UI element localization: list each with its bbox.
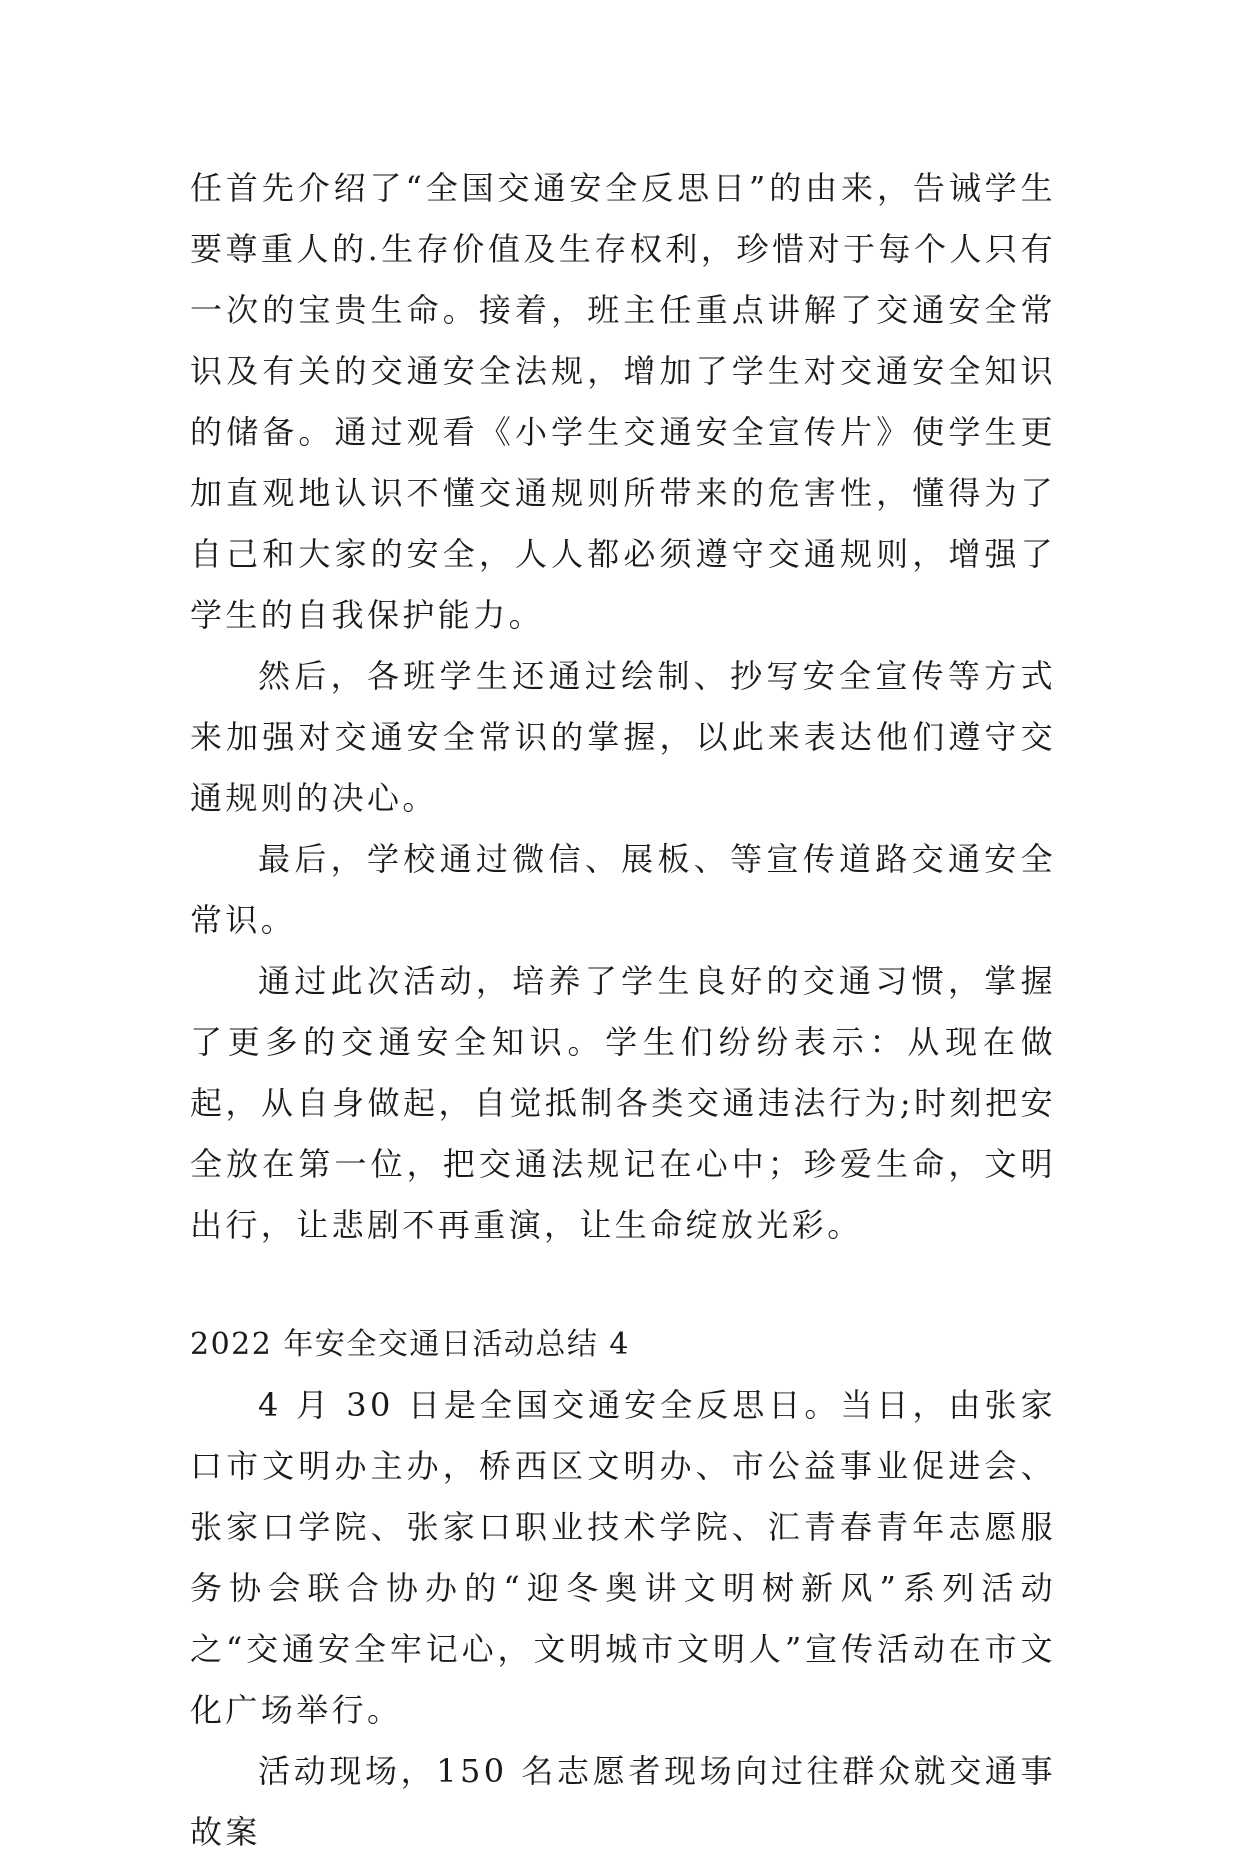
document-body xyxy=(190,158,1056,1863)
paragraph-continued: 任首先介绍了“全国交通安全反思日”的由来，告诫学生要尊重人的.生存价值及生存权利，珍惜对于每个人只有一次的宝贵生命。接着，班主任重点讲解了交通安全常识及有关的交通安全法规，增加了学生对交通安全知识的储备。通过观看《小学生交通安全宣传片》使学生更加直观地认识不懂交通规则所带来的危害性，懂得为了自己和大家的安全，人人都必须遵守交通规则，增强了学生的自我保护能力。 xyxy=(190,169,1056,634)
paragraph: 4 月 30 日是全国交通安全反思日。当日，由张家口市文明办主办，桥西区文明办、市公益事业促进会、张家口学院、张家口职业技术学院、汇青春青年志愿服务协会联合协办的“迎冬奥讲文明树新风”系列活动之“交通安全牢记心，文明城市文明人”宣传活动在市文化广场举行。 xyxy=(190,1386,1056,1729)
paragraph: 通过此次活动，培养了学生良好的交通习惯，掌握了更多的交通安全知识。学生们纷纷表示：从现在做起，从自身做起，自觉抵制各类交通违法行为;时刻把安全放在第一位，把交通法规记在心中；珍爱生命，文明出行，让悲剧不再重演，让生命绽放光彩。 xyxy=(190,962,1056,1244)
paragraph: 最后，学校通过微信、展板、等宣传道路交通安全常识。 xyxy=(190,840,1056,939)
paragraph: 然后，各班学生还通过绘制、抄写安全宣传等方式来加强对交通安全常识的掌握，以此来表达他们遵守交通规则的决心。 xyxy=(190,657,1056,817)
section-heading: 2022 年安全交通日活动总结 4 xyxy=(190,1327,631,1362)
section-gap xyxy=(190,1256,1056,1314)
paragraph: 活动现场，150 名志愿者现场向过往群众就交通事故案 xyxy=(190,1752,1056,1851)
